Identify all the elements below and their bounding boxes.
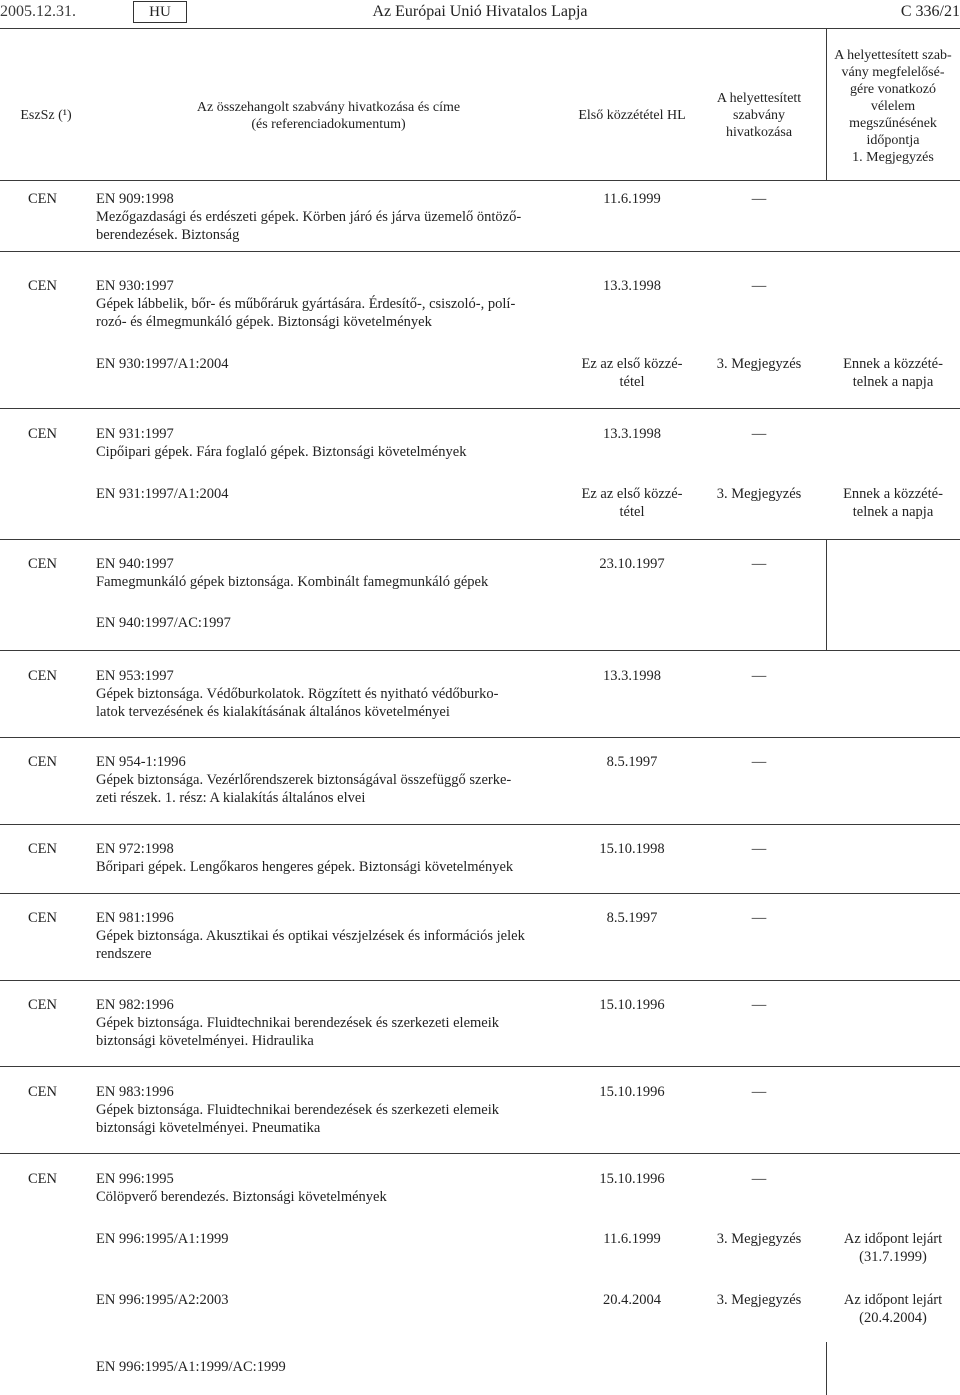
standard-title: rendszere [96, 946, 152, 962]
standard-reference: EN 940:1997 [96, 556, 174, 572]
superseded-reference: — [751, 841, 767, 857]
standard-reference: EN 954-1:1996 [96, 754, 186, 770]
standard-title: berendezések. Biztonság [96, 227, 240, 243]
first-publication: 13.3.1998 [603, 668, 661, 684]
superseded-reference: — [751, 668, 767, 684]
first-publication: 11.6.1999 [603, 1231, 661, 1247]
running-header [0, 0, 960, 28]
first-publication: 15.10.1996 [599, 997, 665, 1013]
standard-title: Bőripari gépek. Lengőkaros hengeres gépek. Biztonsági követelmények [96, 859, 514, 875]
expiry-date: Ennek a közzété- telnek a napja [843, 356, 943, 390]
superseded-reference: — [751, 278, 767, 294]
col-header-first-pub: Első közzététel HL [578, 108, 686, 123]
column-rule [826, 1342, 827, 1395]
standard-reference: EN 983:1996 [96, 1084, 174, 1100]
esz-code: CEN [28, 426, 57, 442]
first-publication: 15.10.1998 [599, 841, 665, 857]
standard-title: zeti részek. 1. rész: A kialakítás általános elvei [96, 790, 366, 806]
issue-date: 2005.12.31. [0, 3, 76, 20]
standard-title: Cölöpverő berendezés. Biztonsági követelmények [96, 1189, 387, 1205]
row-divider [0, 980, 960, 981]
row-divider [0, 539, 960, 540]
standard-title: biztonsági követelményei. Pneumatika [96, 1120, 321, 1136]
esz-code: CEN [28, 668, 57, 684]
col-header-title: Az összehangolt szabvány hivatkozása és címe (és referenciadokumentum) [196, 100, 461, 132]
esz-code: CEN [28, 1084, 57, 1100]
superseded-reference: — [751, 556, 767, 572]
standard-reference: EN 931:1997 [96, 426, 174, 442]
superseded-reference: — [751, 191, 767, 207]
superseded-reference: 3. Megjegyzés [716, 1292, 802, 1308]
row-divider [0, 408, 960, 409]
row-divider [0, 650, 960, 651]
amendment-reference: EN 996:1995/A2:2003 [96, 1292, 229, 1308]
first-publication: 15.10.1996 [599, 1084, 665, 1100]
standard-entry [96, 1170, 561, 1206]
superseded-reference: 3. Megjegyzés [716, 486, 802, 502]
esz-code: CEN [28, 556, 57, 572]
superseded-reference: — [751, 1171, 767, 1187]
standard-entry [96, 425, 561, 461]
row-divider [0, 1066, 960, 1067]
language-badge: HU [133, 1, 187, 23]
standard-title: rozó- és élmegmunkáló gépek. Biztonsági követelmények [96, 314, 432, 330]
first-publication: 15.10.1996 [599, 1171, 665, 1187]
standard-title: Famegmunkáló gépek biztonsága. Kombinált famegmunkáló gépek [96, 574, 489, 590]
superseded-reference: — [751, 1084, 767, 1100]
first-publication: 13.3.1998 [603, 278, 661, 294]
standard-entry [96, 1083, 561, 1137]
standard-title: Gépek biztonsága. Akusztikai és optikai vészjelzések és információs jelek [96, 928, 525, 944]
superseded-reference: 3. Megjegyzés [716, 356, 802, 372]
page-reference: C 336/21 [900, 3, 960, 20]
row-divider [0, 251, 960, 252]
expiry-date: Ennek a közzété- telnek a napja [843, 486, 943, 520]
superseded-reference: 3. Megjegyzés [716, 1231, 802, 1247]
first-publication: 20.4.2004 [603, 1292, 661, 1308]
standard-title: latok tervezésének és kialakításának általános követelményei [96, 704, 450, 720]
amendment-reference: EN 996:1995/A1:1999 [96, 1231, 229, 1247]
standard-reference: EN 909:1998 [96, 191, 174, 207]
row-divider [0, 893, 960, 894]
standard-entry [96, 753, 561, 807]
standard-title: Gépek biztonsága. Vezérlőrendszerek biztonságával összefüggő szerke- [96, 772, 512, 788]
standard-title: Mezőgazdasági és erdészeti gépek. Körben járó és járva üzemelő öntöző- [96, 209, 522, 225]
standard-entry [96, 996, 561, 1050]
standard-title: Gépek lábbelik, bőr- és műbőráruk gyártására. Érdesítő-, csiszoló-, polí- [96, 296, 516, 312]
standard-entry [96, 555, 561, 591]
superseded-reference: — [751, 910, 767, 926]
expiry-date: Az időpont lejárt (31.7.1999) [843, 1231, 943, 1265]
col-header-expiry: A helyettesített szab- vány megfelelősé- gére vonatkozó vélelem megszűnésének időpontja 1. Megjegyzés [834, 48, 952, 165]
esz-code: CEN [28, 841, 57, 857]
column-rule [826, 28, 827, 181]
standard-title: Gépek biztonsága. Védőburkolatok. Rögzített és nyitható védőburko- [96, 686, 499, 702]
standard-title: biztonsági követelményei. Hidraulika [96, 1033, 314, 1049]
standard-reference: EN 996:1995 [96, 1171, 174, 1187]
col-header-esz: EszSz (¹) [20, 108, 72, 123]
superseded-reference: — [751, 754, 767, 770]
first-publication: 8.5.1997 [606, 910, 658, 926]
journal-title: Az Európai Unió Hivatalos Lapja [372, 3, 588, 20]
column-rule [826, 539, 827, 650]
standard-reference: EN 930:1997 [96, 278, 174, 294]
expiry-date: Az időpont lejárt (20.4.2004) [843, 1292, 943, 1326]
standard-title: Gépek biztonsága. Fluidtechnikai berendezések és szerkezeti elemeik [96, 1015, 500, 1031]
superseded-reference: — [751, 426, 767, 442]
standard-reference: EN 981:1996 [96, 910, 174, 926]
amendment-reference: EN 931:1997/A1:2004 [96, 486, 229, 502]
first-publication: 8.5.1997 [606, 754, 658, 770]
standard-title: Cipőipari gépek. Fára foglaló gépek. Biztonsági követelmények [96, 444, 467, 460]
row-divider [0, 737, 960, 738]
esz-code: CEN [28, 278, 57, 294]
esz-code: CEN [28, 910, 57, 926]
standard-reference: EN 953:1997 [96, 668, 174, 684]
standard-entry [96, 840, 561, 876]
standard-entry [96, 277, 561, 331]
amendment-reference: EN 940:1997/AC:1997 [96, 615, 231, 631]
col-header-superseded: A helyettesített szabvány hivatkozása [716, 91, 802, 140]
standard-entry [96, 667, 561, 721]
row-divider [0, 824, 960, 825]
superseded-reference: — [751, 997, 767, 1013]
standard-title: Gépek biztonsága. Fluidtechnikai berendezések és szerkezeti elemeik [96, 1102, 500, 1118]
esz-code: CEN [28, 997, 57, 1013]
standard-entry [96, 909, 561, 963]
header-rule [0, 28, 960, 29]
esz-code: CEN [28, 1171, 57, 1187]
first-publication: Ez az első közzé- tétel [581, 486, 683, 520]
esz-code: CEN [28, 754, 57, 770]
amendment-reference: EN 996:1995/A1:1999/AC:1999 [96, 1359, 286, 1375]
row-divider [0, 1153, 960, 1154]
first-publication: 23.10.1997 [599, 556, 665, 572]
table-header-rule [0, 180, 960, 181]
esz-code: CEN [28, 191, 57, 207]
standard-reference: EN 972:1998 [96, 841, 174, 857]
standard-entry [96, 190, 561, 244]
first-publication: Ez az első közzé- tétel [581, 356, 683, 390]
amendment-reference: EN 930:1997/A1:2004 [96, 356, 229, 372]
first-publication: 11.6.1999 [603, 191, 661, 207]
first-publication: 13.3.1998 [603, 426, 661, 442]
standard-reference: EN 982:1996 [96, 997, 174, 1013]
